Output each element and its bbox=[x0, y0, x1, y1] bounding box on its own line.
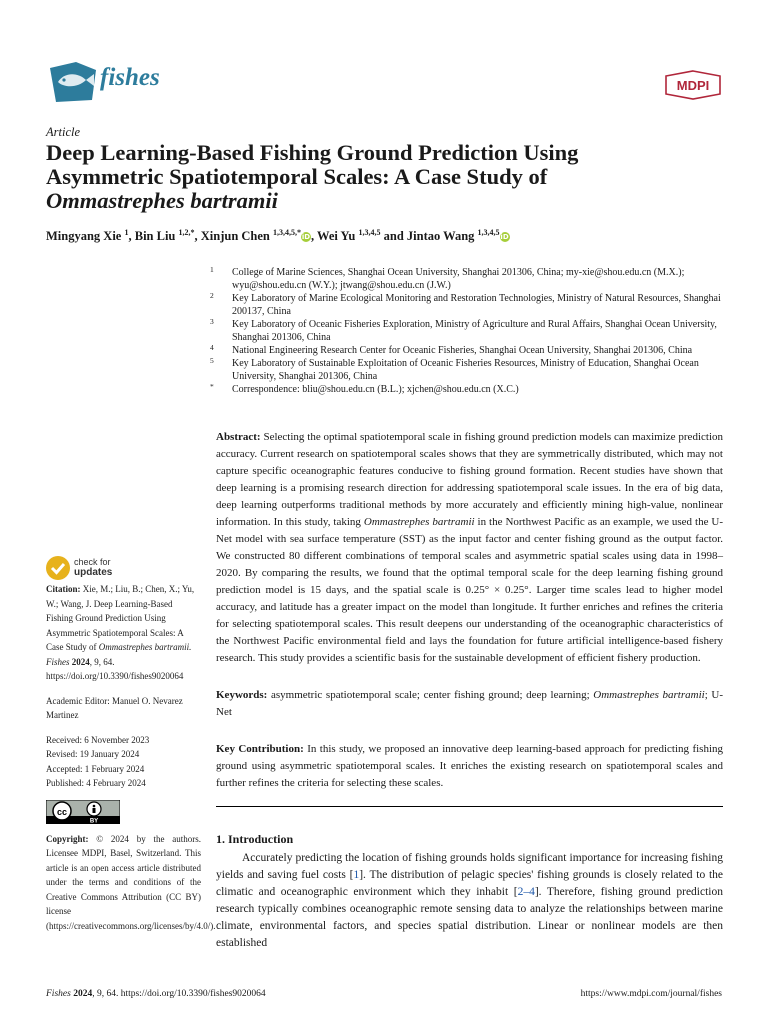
published-date: Published: 4 February 2024 bbox=[46, 778, 146, 788]
author-affiliation-sup: 1,3,4,5 bbox=[477, 228, 500, 237]
svg-text:cc: cc bbox=[56, 806, 68, 817]
accepted-date: Accepted: 1 February 2024 bbox=[46, 763, 145, 774]
contribution-label: Key Contribution: bbox=[216, 743, 304, 755]
affiliation-text: College of Marine Sciences, Shanghai Ocean University, Shanghai 201306, China; my-xie@shou.edu.cn (M.X.); wyu@shou.edu.cn (W.Y.); jtwang@shou.edu.cn (J.W.) bbox=[232, 267, 685, 291]
journal-name: fishes bbox=[100, 64, 160, 91]
affiliation-number: 1 bbox=[210, 265, 214, 274]
mdpi-logo-text: MDPI bbox=[676, 78, 710, 93]
intro-paragraph bbox=[216, 850, 723, 952]
affiliation-item bbox=[210, 266, 730, 292]
title-line-1: Deep Learning-Based Fishing Ground Prediction Using bbox=[46, 140, 579, 165]
affiliation-item bbox=[210, 318, 730, 344]
title-line-3: Ommastrephes bartramii bbox=[46, 188, 278, 213]
cc-by-license-icon[interactable] bbox=[46, 800, 120, 824]
affiliation-number: 2 bbox=[210, 291, 214, 300]
author-name[interactable]: Xinjun Chen bbox=[200, 229, 270, 244]
check-updates-icon bbox=[46, 556, 70, 580]
keywords bbox=[216, 687, 723, 721]
footer-citation bbox=[46, 989, 266, 999]
abstract-species: Ommastrephes bartramii bbox=[363, 516, 475, 528]
affiliation-text: Key Laboratory of Sustainable Exploitation of Oceanic Fisheries Resources, Ministry of Education, Shanghai Ocean University, Shanghai 201306, China bbox=[232, 358, 699, 382]
orcid-icon[interactable]: iD bbox=[500, 233, 509, 242]
orcid-icon[interactable]: iD bbox=[301, 233, 311, 242]
article-type: Article bbox=[46, 125, 81, 139]
author-list: Mingyang Xie $^1$, Bin Liu $^{1,2,*}$, Xinjun Chen $^{1,3,4,5,*}$iD, Wei Yu $^{1,3,4,5}$ and Jintao Wang $^{1,3,4,5}$iD bbox=[46, 228, 509, 244]
citation-doi-link[interactable]: , 9, 64. https://doi.org/10.3390/fishes9020064 bbox=[46, 656, 184, 681]
abstract-label: Abstract: bbox=[216, 431, 261, 443]
footer-year: 2024 bbox=[73, 989, 93, 999]
author-affiliation-sup: 1,3,4,5 bbox=[358, 228, 381, 237]
citation-text: Xie, M.; Liu, B.; Chen, X.; Yu, W.; Wang, J. Deep Learning-Based Fishing Ground Prediction Using Asymmetric Spatiotemporal Scales: A Case Study of bbox=[46, 584, 195, 652]
intro-text-3: ]. Therefore, fishing ground prediction research typically combines oceanographic remote sensing data to analyze the relationships between marine climate, environmental factors, and species spatial distribution. Linear or nonlinear models are then established bbox=[216, 886, 723, 949]
section-divider bbox=[216, 806, 723, 807]
academic-editor: Academic Editor: Manuel O. Nevarez Martinez bbox=[46, 695, 183, 720]
fishes-logo-icon bbox=[46, 60, 98, 104]
mdpi-logo-icon bbox=[664, 70, 722, 100]
keywords-label: Keywords: bbox=[216, 689, 268, 701]
ref-link-2-4[interactable]: 2–4 bbox=[517, 886, 535, 898]
citation-journal: Fishes bbox=[46, 656, 70, 667]
citation-year: 2024 bbox=[71, 656, 90, 667]
abstract-text-b: in the Northwest Pacific as an example, we used the U-Net model with sea surface temperature (SST) as the input factor and center fishing ground as the output factor. We constructed 80 different combinations of temporal scales and asymmetric spatial scales using data in 1998–2020. By comparing the results, we found that the optimal temporal scale for the deep learning fishing ground prediction model is 15 days, and the spatial scale is 0.25° × 0.25°. Larger time scales lead to higher model accuracy, and latitude has a greater impact on the model than longitude. It further enriches and refines the criteria for selecting spatiotemporal scales. This result deepens our understanding of the oceanographic characteristics of the Northwest Pacific environmental field and lays the foundation for future artificial intelligence-based fishery research. This study provides a scientific basis for the sustainable development of efficient fishery production. bbox=[216, 516, 724, 664]
footer-journal-url[interactable]: https://www.mdpi.com/journal/fishes bbox=[580, 989, 722, 999]
check-updates-label-2: updates bbox=[74, 567, 113, 578]
abstract bbox=[216, 429, 723, 667]
sidebar bbox=[46, 582, 216, 933]
affiliation-item bbox=[210, 383, 730, 396]
affiliation-number: 3 bbox=[210, 317, 214, 326]
article-title bbox=[46, 141, 726, 213]
intro-text-2: ]. The distribution of pelagic species' fishing grounds is closely related to the climatic and oceanographic environment which they inhabit [ bbox=[216, 869, 723, 898]
contribution-text: In this study, we proposed an innovative deep learning-based approach for predicting fishing ground using asymmetric spatiotemporal scales. It enriches the existing research on spatiotemporal scales and further refines the criteria for selecting these scales. bbox=[216, 743, 724, 789]
copyright-text: © 2024 by the authors. Licensee MDPI, Basel, Switzerland. This article is an open access article distributed under the terms and conditions of the Creative Commons Attribution (CC BY) license (https://creativecommons.org/licenses/by/4.0/). bbox=[46, 833, 216, 931]
citation bbox=[46, 582, 201, 684]
affiliations-list bbox=[210, 266, 730, 396]
affiliation-item bbox=[210, 344, 730, 357]
keywords-text-a: asymmetric spatiotemporal scale; center fishing ground; deep learning; bbox=[270, 689, 590, 701]
abstract-text-a: Selecting the optimal spatiotemporal scale in fishing ground prediction models can maximize prediction accuracy. Current research on spatiotemporal scales shows that they are symmetrically distributed, which may not capture specific oceanographic features conducive to fishing ground formation. Recent studies have shown that deep learning is a promising research direction for addressing spatiotemporal scale issues. In the era of big data, deep learning outperforms traditional methods by more accurately and efficiently mining high-value, nonlinear information. In this study, taking bbox=[216, 431, 723, 528]
affiliation-number: 5 bbox=[210, 356, 214, 365]
main-content bbox=[216, 429, 723, 792]
affiliation-number: * bbox=[210, 382, 214, 391]
check-for-updates-button[interactable] bbox=[46, 556, 126, 584]
cc-badge-label: BY bbox=[89, 818, 99, 824]
check-updates-label-1: check for bbox=[74, 557, 111, 567]
affiliation-number: 4 bbox=[210, 343, 214, 352]
author-name[interactable]: Bin Liu bbox=[134, 229, 176, 244]
affiliation-item bbox=[210, 357, 730, 383]
author-affiliation-sup: 1,2,* bbox=[178, 228, 195, 237]
citation-species: Ommastrephes bartramii. bbox=[98, 642, 192, 652]
intro-text-1: Accurately predicting the location of fishing grounds holds significant importance for increasing fishing yields and saving fuel costs [ bbox=[216, 852, 723, 881]
affiliation-text: Correspondence: bliu@shou.edu.cn (B.L.); xjchen@shou.edu.cn (X.C.) bbox=[232, 384, 519, 395]
title-line-2: Asymmetric Spatiotemporal Scales: A Case Study of bbox=[46, 164, 548, 189]
affiliation-item bbox=[210, 292, 730, 318]
affiliation-text: Key Laboratory of Oceanic Fisheries Exploration, Ministry of Agriculture and Rural Affairs, Shanghai Ocean University, Shanghai 201306, China bbox=[232, 319, 717, 343]
affiliation-text: Key Laboratory of Marine Ecological Monitoring and Restoration Technologies, Ministry of Natural Resources, Shanghai 200137, China bbox=[232, 293, 721, 317]
author-name[interactable]: Mingyang Xie bbox=[46, 229, 122, 244]
copyright-label: Copyright: bbox=[46, 833, 89, 844]
author-affiliation-sup: 1 bbox=[124, 228, 129, 237]
intro-heading: 1. Introduction bbox=[216, 832, 294, 846]
author-name[interactable]: Jintao Wang bbox=[406, 229, 475, 244]
affiliation-text: National Engineering Research Center for Oceanic Fisheries, Shanghai Ocean University, Shanghai 201306, China bbox=[232, 345, 693, 356]
keywords-text-b: ; U-Net bbox=[216, 689, 724, 718]
received-date: Received: 6 November 2023 bbox=[46, 734, 150, 745]
footer-journal: Fishes bbox=[46, 989, 71, 999]
footer-doi-link[interactable]: , 9, 64. https://doi.org/10.3390/fishes9020064 bbox=[92, 989, 266, 999]
keywords-species: Ommastrephes bartramii bbox=[593, 689, 705, 701]
revised-date: Revised: 19 January 2024 bbox=[46, 749, 140, 759]
author-name[interactable]: Wei Yu bbox=[317, 229, 356, 244]
key-contribution bbox=[216, 741, 723, 792]
copyright-notice bbox=[46, 832, 216, 934]
author-affiliation-sup: 1,3,4,5,* bbox=[273, 228, 302, 237]
citation-label: Citation: bbox=[46, 584, 81, 594]
ref-link-1[interactable]: 1 bbox=[353, 869, 360, 881]
